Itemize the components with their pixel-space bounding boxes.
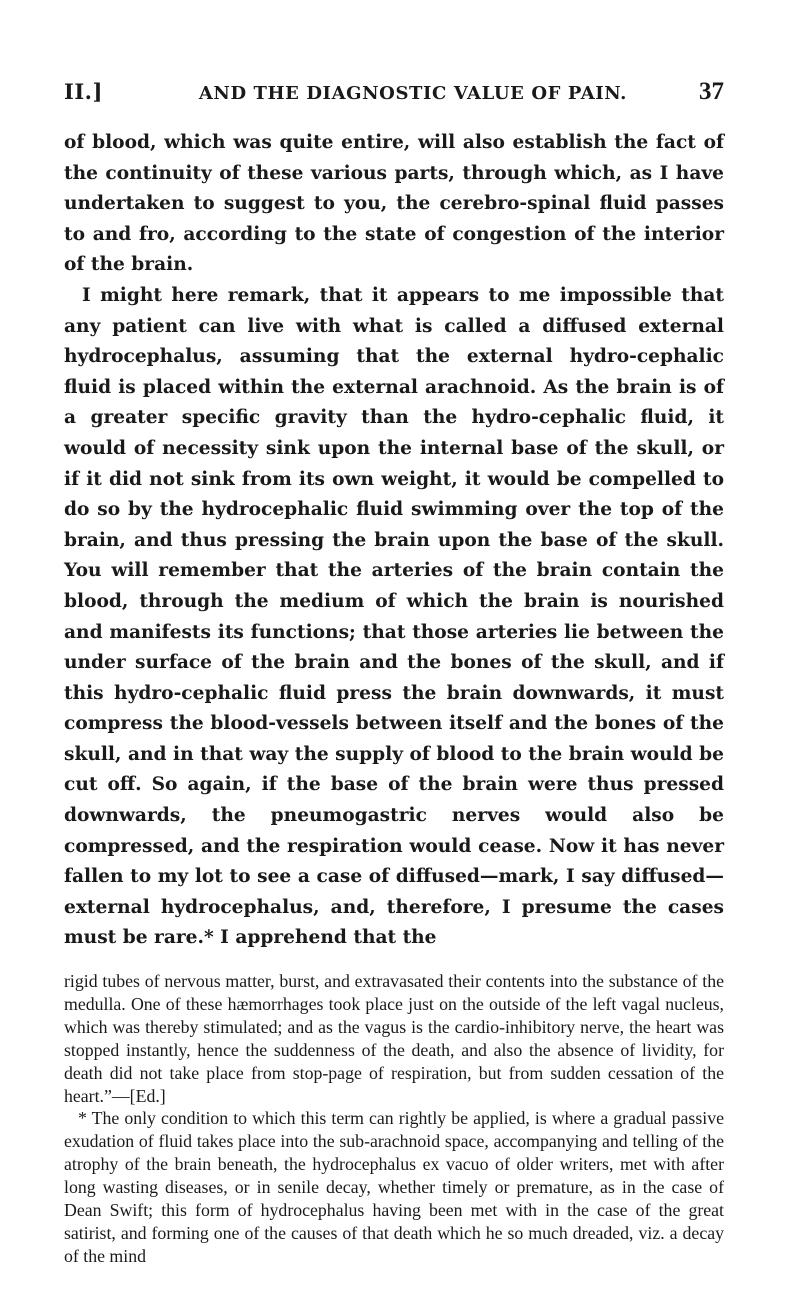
paragraph-hydrocephalus: I might here remark, that it appears to me impossible that any patient can live with what is called a diffused external hydrocephalus, assuming that the external hydro-cephalic fluid is placed within the external arachnoid. As the brain is of a greater specific gravity than the hydro-cephalic fluid, it would of necessity sink upon the internal base of the skull, or if it did not sink from its own weight, it would be compelled to do so by the hydrocephalic fluid swimming over the top of the brain, and thus pressing the brain upon the base of the skull. You will remember that the arteries of the brain contain the blood, through the medium of which the brain is nourished and manifests its functions; that those arteries lie between the under surface of the brain and the bones of the skull, and if this hydro-cephalic fluid press the brain downwards, it must compress the blood-vessels between itself and the bones of the skull, and in that way the supply of blood to the brain would be cut off. So again, if the base of the brain were thus pressed downwards, the pneumogastric nerves would also be compressed, and the respiration would cease. Now it has never fallen to my lot to see a case of diffused—mark, I say diffused—external hydrocephalus, and, therefore, I presume the cases must be rare.* I apprehend that the xyxy=(64,284,724,949)
running-head xyxy=(64,78,724,106)
page-number: 37 xyxy=(699,78,724,105)
footnote-star: * The only condition to which this term can rightly be applied, is where a gradual passive exudation of fluid takes place into the sub-arachnoid space, accompanying and telling of the atrophy of the brain beneath, the hydrocephalus ex vacuo of older writers, met with after long wasting diseases, or in senile decay, whether timely or premature, as in the case of Dean Swift; this form of hydrocephalus having been met with in the case of the great satirist, and forming one of the causes of that death which he so much dreaded, viz. a decay of the mind xyxy=(64,1108,724,1266)
main-text xyxy=(64,128,724,954)
footnotes xyxy=(64,970,724,1268)
chapter-number: II.] xyxy=(64,79,103,104)
footnote-continued: rigid tubes of nervous matter, burst, and extravasated their contents into the substance of the medulla. One of these hæmorrhages took place just on the outside of the left vagal nucleus, which was thereby stimulated; and as the vagus is the cardio-inhibitory nerve, the heart was stopped instantly, hence the suddenness of the death, and also the absence of lividity, for death did not take place from stop-page of respiration, but from sudden cessation of the heart.”—[Ed.] xyxy=(64,971,724,1106)
book-page xyxy=(64,78,724,1268)
paragraph-continued: of blood, which was quite entire, will also establish the fact of the continuity of these various parts, through which, as I have undertaken to suggest to you, the cerebro-spinal fluid passes to and fro, according to the state of congestion of the interior of the brain. xyxy=(64,132,724,276)
running-title: AND THE DIAGNOSTIC VALUE OF PAIN. xyxy=(198,83,628,104)
